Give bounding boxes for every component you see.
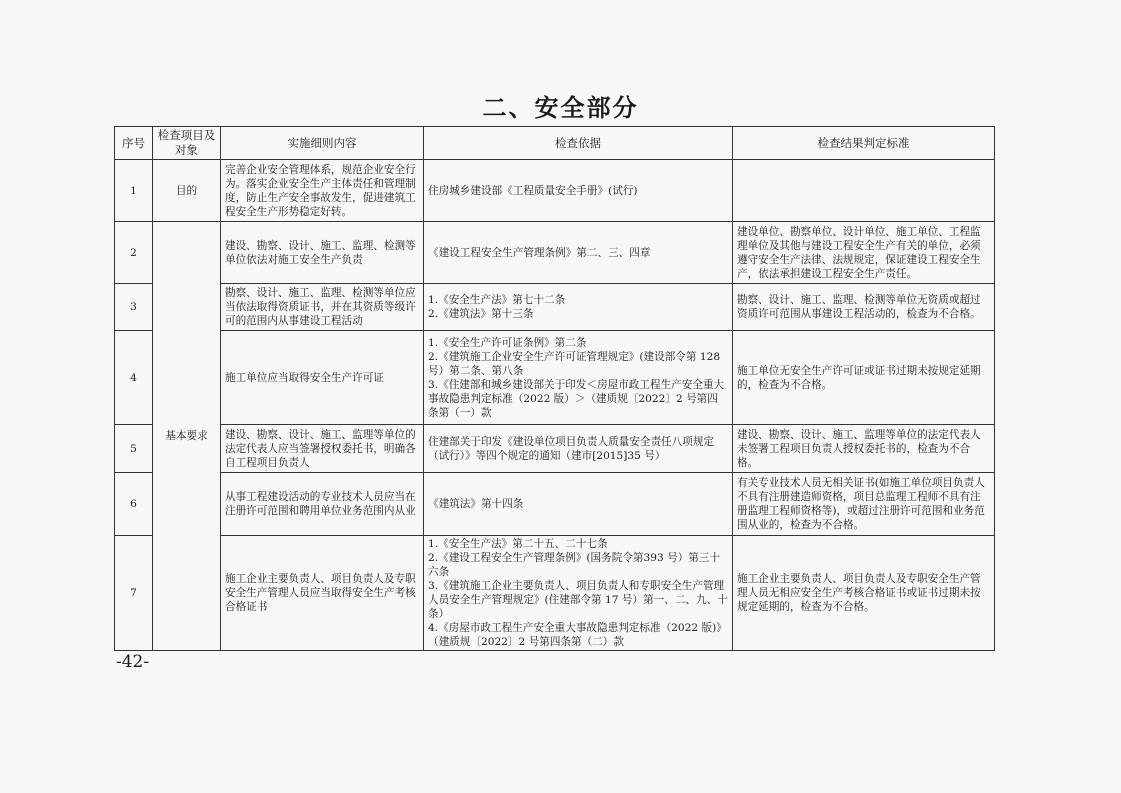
row-standard: 建设、勘察、设计、施工、监理等单位的法定代表人未签署工程项目负责人授权委托书的，检查为不合格。 (733, 425, 995, 473)
basis-line: 2.《建筑法》第十三条 (428, 308, 534, 320)
basis-line: 3.《建筑施工企业主要负责人、项目负责人和专职安全生产管理人员安全生产管理规定》(住建部令第 17 号）第一、二、九、十条） (428, 580, 728, 620)
row-basis (424, 160, 733, 222)
row-item: 目的 (153, 160, 221, 222)
row-no: 1 (115, 160, 153, 222)
table-row (115, 222, 995, 284)
page-title: 二、安全部分 (482, 94, 639, 122)
basis-line: 《建设工程安全生产管理条例》第二、三、四章 (428, 246, 651, 259)
basis-line: 2.《建筑施工企业安全生产许可证管理规定》(建设部令第 128 号）第二条、第八条 (428, 350, 721, 377)
basis-line: 《建筑法》第十四条 (428, 498, 524, 510)
header-standard: 检查结果判定标准 (733, 127, 995, 160)
table-header-row (115, 127, 995, 160)
row-content: 从事工程建设活动的专业技术人员应当在注册许可范围和聘用单位业务范围内从业 (221, 473, 424, 536)
page-number: -42- (116, 652, 150, 672)
row-basis (424, 222, 733, 284)
row-content: 建设、勘察、设计、施工、监理、检测等单位依法对施工安全生产负责 (221, 222, 424, 284)
basis-line: 1.《安全生产法》第七十二条 (428, 294, 566, 306)
row-no: 2 (115, 222, 153, 284)
row-content: 勘察、设计、施工、监理、检测等单位应当依法取得资质证书，并在其资质等级许可的范围内从事建设工程活动 (221, 284, 424, 331)
inspection-table (114, 126, 995, 651)
row-no: 4 (115, 331, 153, 425)
basis-line: 住建部关于印发《建设单位项目负责人质量安全责任八项规定（试行）》等四个规定的通知（建市[2015]35 号） (428, 435, 715, 462)
row-basis (424, 284, 733, 331)
row-content: 建设、勘察、设计、施工、监理等单位的法定代表人应当签署授权委托书，明确各自工程项目负责人 (221, 425, 424, 473)
row-standard (733, 160, 995, 222)
row-basis (424, 536, 733, 651)
row-content: 施工单位应当取得安全生产许可证 (221, 331, 424, 425)
row-content: 施工企业主要负责人、项目负责人及专职安全生产管理人员应当取得安全生产考核合格证书 (221, 536, 424, 651)
basis-line: 4.《房屋市政工程生产安全重大事故隐患判定标准（2022 版)》（建质规〔2022〕2 号第四条第（二）款 (428, 622, 727, 648)
row-basis (424, 473, 733, 536)
row-no: 7 (115, 536, 153, 651)
table-row (115, 331, 995, 425)
basis-line: 3.《住建部和城乡建设部关于印发＜房屋市政工程生产安全重大事故隐患判定标准（2022 版）＞（建质规〔2022〕2 号第四条第（一）款 (428, 378, 725, 419)
row-standard: 有关专业技术人员无相关证书(如施工单位项目负责人不具有注册建造师资格，项目总监理工程师不具有注册监理工程师资格等)，或超过注册许可范围和业务范围从业的，检查为不合格。 (733, 473, 995, 536)
table-row (115, 425, 995, 473)
row-content: 完善企业安全管理体系，规范企业安全行为。落实企业安全生产主体责任和管理制度，防止生产安全事故发生，促进建筑工程安全生产形势稳定好转。 (221, 160, 424, 222)
row-no: 5 (115, 425, 153, 473)
row-standard: 施工单位无安全生产许可证或证书过期未按规定延期的，检查为不合格。 (733, 331, 995, 425)
header-basis: 检查依据 (424, 127, 733, 160)
row-no: 6 (115, 473, 153, 536)
basis-line: 1.《安全生产许可证条例》第二条 (428, 336, 587, 349)
row-basis (424, 425, 733, 473)
table-row (115, 536, 995, 651)
row-no: 3 (115, 284, 153, 331)
header-item: 检查项目及对象 (153, 127, 221, 160)
row-standard: 建设单位、勘察单位、设计单位、施工单位、工程监理单位及其他与建设工程安全生产有关的单位，必须遵守安全生产法律、法规规定，保证建设工程安全生产，依法承担建设工程安全生产责任。 (733, 222, 995, 284)
basis-line: 住房城乡建设部《工程质量安全手册》(试行) (428, 184, 638, 197)
header-content: 实施细则内容 (221, 127, 424, 160)
header-no: 序号 (115, 127, 153, 160)
row-standard: 勘察、设计、施工、监理、检测等单位无资质或超过资质许可范围从事建设工程活动的，检查为不合格。 (733, 284, 995, 331)
table-row (115, 284, 995, 331)
row-item: 基本要求 (153, 222, 221, 651)
table-row (115, 473, 995, 536)
basis-line: 1.《安全生产法》第二十五、二十七条 (428, 538, 608, 550)
row-standard: 施工企业主要负责人、项目负责人及专职安全生产管理人员无相应安全生产考核合格证书或证书过期未按规定延期的，检查为不合格。 (733, 536, 995, 651)
row-basis (424, 331, 733, 425)
table-row (115, 160, 995, 222)
basis-line: 2.《建设工程安全生产管理条例》(国务院令第393 号）第三十六条 (428, 552, 721, 578)
